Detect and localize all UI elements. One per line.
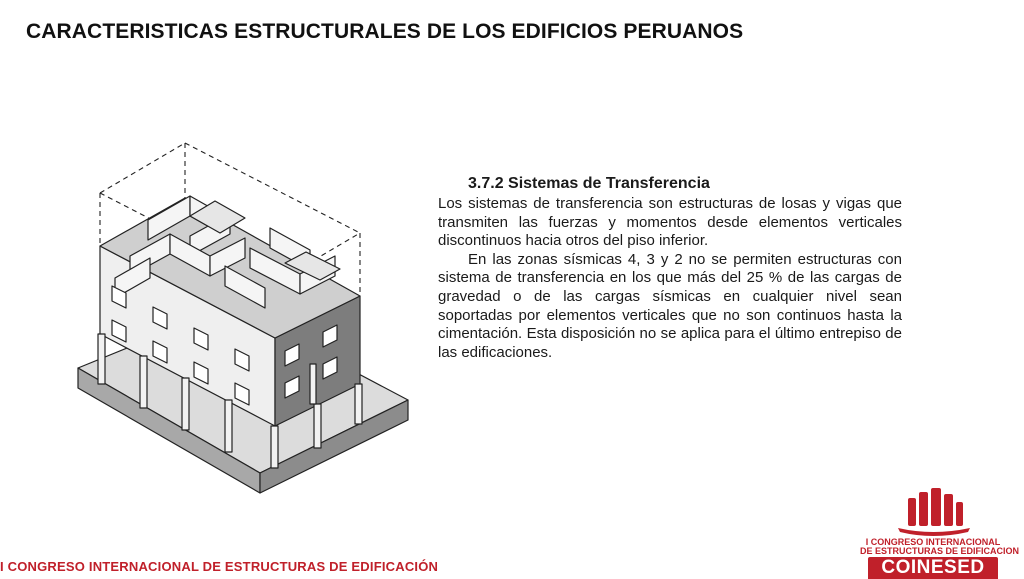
slide-title: CARACTERISTICAS ESTRUCTURALES DE LOS EDIFICIOS PERUANOS: [26, 20, 744, 43]
norm-excerpt: [438, 174, 902, 362]
norm-heading: 3.7.2 Sistemas de Transferencia: [468, 175, 710, 192]
logo-brand: COINESED: [868, 557, 998, 579]
logo-line-1: I CONGRESO INTERNACIONAL: [865, 537, 1001, 547]
norm-paragraph-2: En las zonas sísmicas 4, 3 y 2 no se permiten estructuras con sistema de transferencia en los que más del 25 % de las cargas de gravedad o de las cargas sísmicas en cualquier nivel sean soportadas por elementos verticales que no son continuos hasta la cimentación. Esta disposición no se aplica para el último entrepiso de las edificaciones.: [438, 250, 902, 361]
logo-line-2: DE ESTRUCTURAS DE EDIFICACION: [860, 546, 1020, 556]
coinesed-logo: [860, 486, 1020, 578]
logo-emblem-icon: [860, 486, 1006, 538]
norm-paragraph-1: Los sistemas de transferencia son estructuras de losas y vigas que transmiten las fuerzas y momentos desde elementos verticales discontinuos hacia otros del piso inferior.: [438, 195, 902, 250]
building-illustration: [70, 138, 415, 513]
footer-congress-name: I CONGRESO INTERNACIONAL DE ESTRUCTURAS DE EDIFICACIÓN: [0, 559, 439, 574]
